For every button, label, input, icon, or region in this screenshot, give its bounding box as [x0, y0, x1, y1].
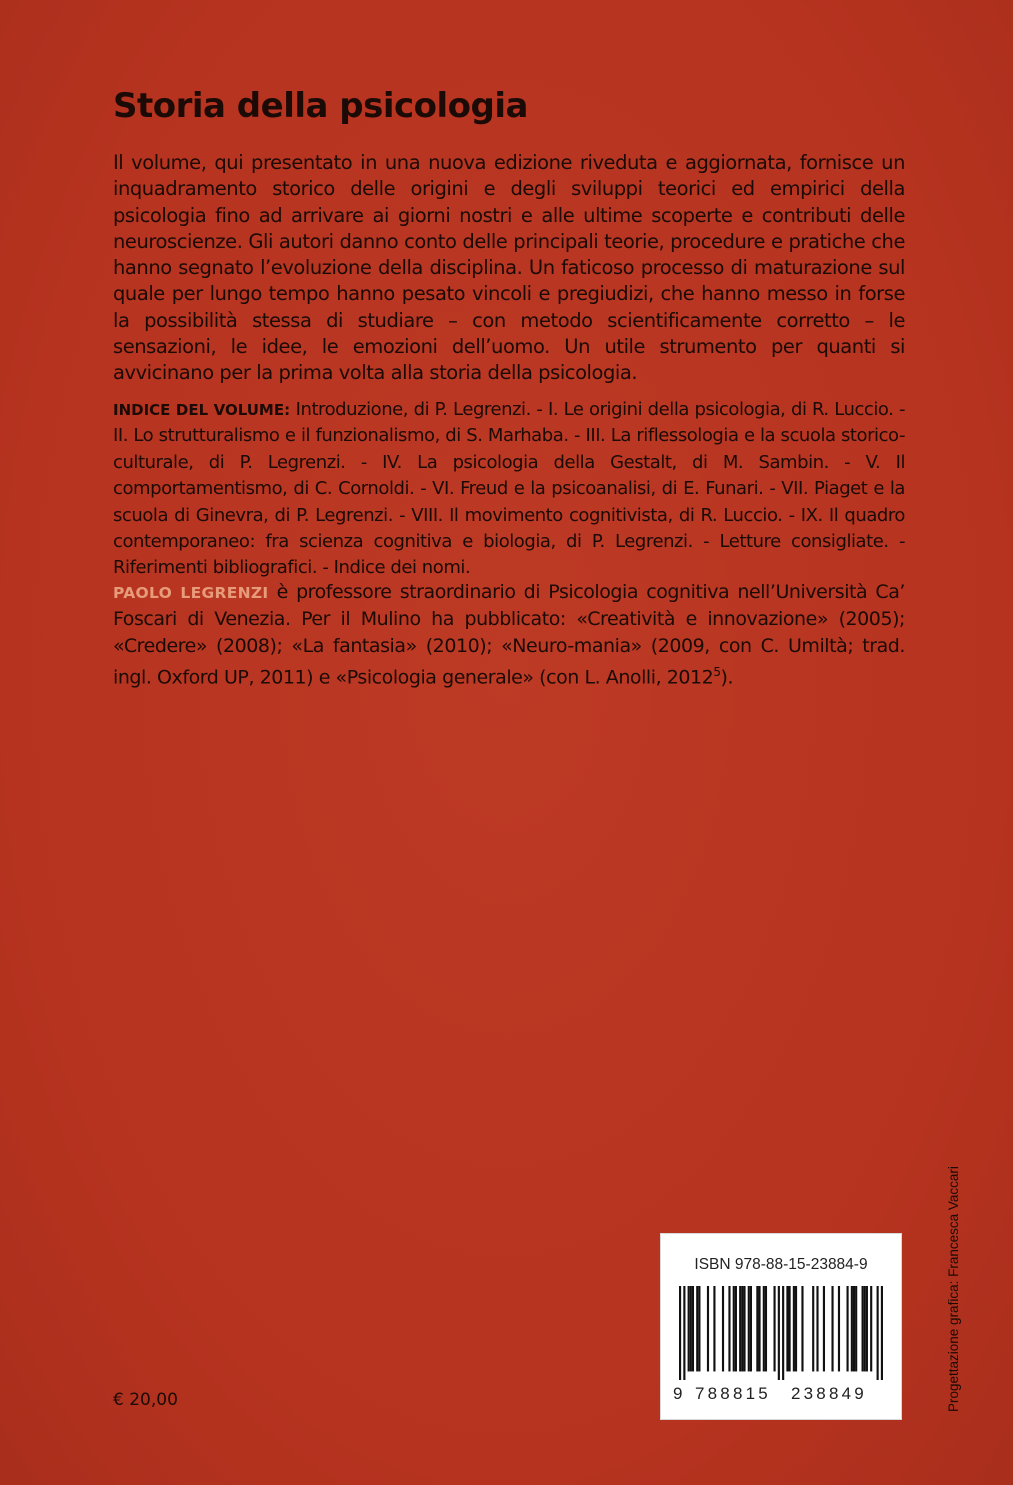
barcode-bar	[722, 1286, 724, 1371]
barcode-bar	[765, 1286, 767, 1371]
barcode-bar	[853, 1286, 855, 1371]
barcode-bar	[750, 1286, 752, 1371]
barcode-bar	[739, 1286, 741, 1371]
barcode-bar	[692, 1286, 694, 1371]
author-name: PAOLO LEGRENZI	[113, 584, 269, 602]
barcode-bar	[756, 1286, 758, 1371]
author-bio-end: ).	[720, 666, 734, 689]
barcode-bar	[707, 1286, 709, 1371]
ean-first-digit: 9	[673, 1384, 683, 1403]
barcode-bar	[877, 1286, 879, 1380]
barcode-bar	[728, 1286, 730, 1371]
barcode-bar	[713, 1286, 715, 1371]
table-of-contents	[113, 397, 905, 582]
barcode-bar	[698, 1286, 700, 1371]
barcode-bar	[786, 1286, 788, 1371]
barcode-bar	[862, 1286, 864, 1371]
barcode-bar	[688, 1286, 690, 1371]
barcode-bar	[789, 1286, 791, 1371]
barcode-bar	[864, 1286, 866, 1371]
barcode-bar	[741, 1286, 743, 1371]
barcode-bar	[758, 1286, 760, 1371]
edition-superscript: 5	[713, 665, 721, 680]
barcode-bar	[801, 1286, 803, 1371]
barcode-bar	[870, 1286, 872, 1371]
contents-label: INDICE DEL VOLUME:	[113, 401, 291, 419]
contents-text: Introduzione, di P. Legrenzi. - I. Le origini della psicologia, di R. Luccio. - II. Lo strutturalismo e il funzionalismo, di S. Marhaba. - III. La riflessologia e la scuola storico-culturale, di P. Legrenzi. - IV. La psicologia della Gestalt, di M. Sambin. - V. Il comportamentismo, di C. Cornoldi. - VI. Freud e la psicoanalisi, di E. Funari. - VII. Piaget e la scuola di Ginevra, di P. Legrenzi. - VIII. Il movimento cognitivista, di R. Luccio. - IX. Il quadro contemporaneo: fra scienza cognitiva e biologia, di P. Legrenzi. - Letture consigliate. - Riferimenti bibliografici. - Indice dei nomi.	[113, 399, 905, 579]
barcode-bar	[778, 1286, 780, 1380]
barcode-bar	[823, 1286, 825, 1371]
barcode-bar	[735, 1286, 737, 1371]
barcode-bar	[782, 1286, 784, 1380]
barcode-bar	[748, 1286, 750, 1371]
ean-left-digits: 788815	[695, 1384, 771, 1403]
author-bio-text: è professore straordinario di Psicologia cognitiva nell’Università Ca’ Foscari di Venezia. Per il Mulino ha pubblicato: «Creatività e innovazione» (2005); «Credere» (2008); «La fantasia» (2010); «Neuro-mania» (2009, con C. Umiltà; trad. ingl. Oxford UP, 2011) e «Psicologia generale» (con L. Anolli, 2012	[113, 581, 905, 689]
ean-right-digits: 238849	[791, 1384, 867, 1403]
barcode-bar	[855, 1286, 857, 1371]
barcode-bar	[851, 1286, 853, 1371]
barcode-bar	[838, 1286, 840, 1371]
barcode-bar	[696, 1286, 698, 1371]
design-credit: Progettazione grafica: Francesca Vaccari	[946, 1166, 961, 1412]
barcode-bar	[846, 1286, 848, 1371]
barcode-bar	[690, 1286, 692, 1371]
barcode-bar	[733, 1286, 735, 1371]
price: € 20,00	[113, 1390, 178, 1410]
book-title: Storia della psicologia	[113, 86, 528, 126]
book-description: Il volume, qui presentato in una nuova edizione riveduta e aggiornata, fornisce un inquadramento storico delle origini e degli sviluppi teorici ed empirici della psicologia fino ad arrivare ai giorni nostri e alle ultime scoperte e contributi delle neuroscienze. Gli autori danno conto delle principali teorie, procedure e pratiche che hanno segnato l’evoluzione della disciplina. Un faticoso processo di maturazione sul quale per lungo tempo hanno pesato vincoli e pregiudizi, che hanno messo in forse la possibilità stessa di studiare – con metodo scientificamente corretto – le sensazioni, le idee, le emozioni dell’uomo. Un utile strumento per quanti si avvicinano per la prima volta alla storia della psicologia.	[113, 151, 905, 385]
barcode-bar	[793, 1286, 795, 1371]
barcode-bar	[773, 1286, 775, 1371]
isbn-label: ISBN 978-88-15-23884-9	[694, 1256, 868, 1273]
barcode-bar	[683, 1286, 685, 1380]
barcode-bar	[679, 1286, 681, 1380]
author-bio	[113, 579, 905, 691]
isbn-barcode-block	[660, 1233, 902, 1420]
barcode-bar	[816, 1286, 818, 1371]
barcode-bar	[881, 1286, 883, 1380]
barcode-bar	[866, 1286, 868, 1371]
barcode	[679, 1286, 883, 1380]
barcode-bar	[812, 1286, 814, 1371]
barcode-bar	[795, 1286, 797, 1371]
barcode-bar	[831, 1286, 833, 1371]
barcode-bar	[763, 1286, 765, 1371]
ean-digits	[671, 1384, 891, 1406]
barcode-bar	[743, 1286, 745, 1371]
